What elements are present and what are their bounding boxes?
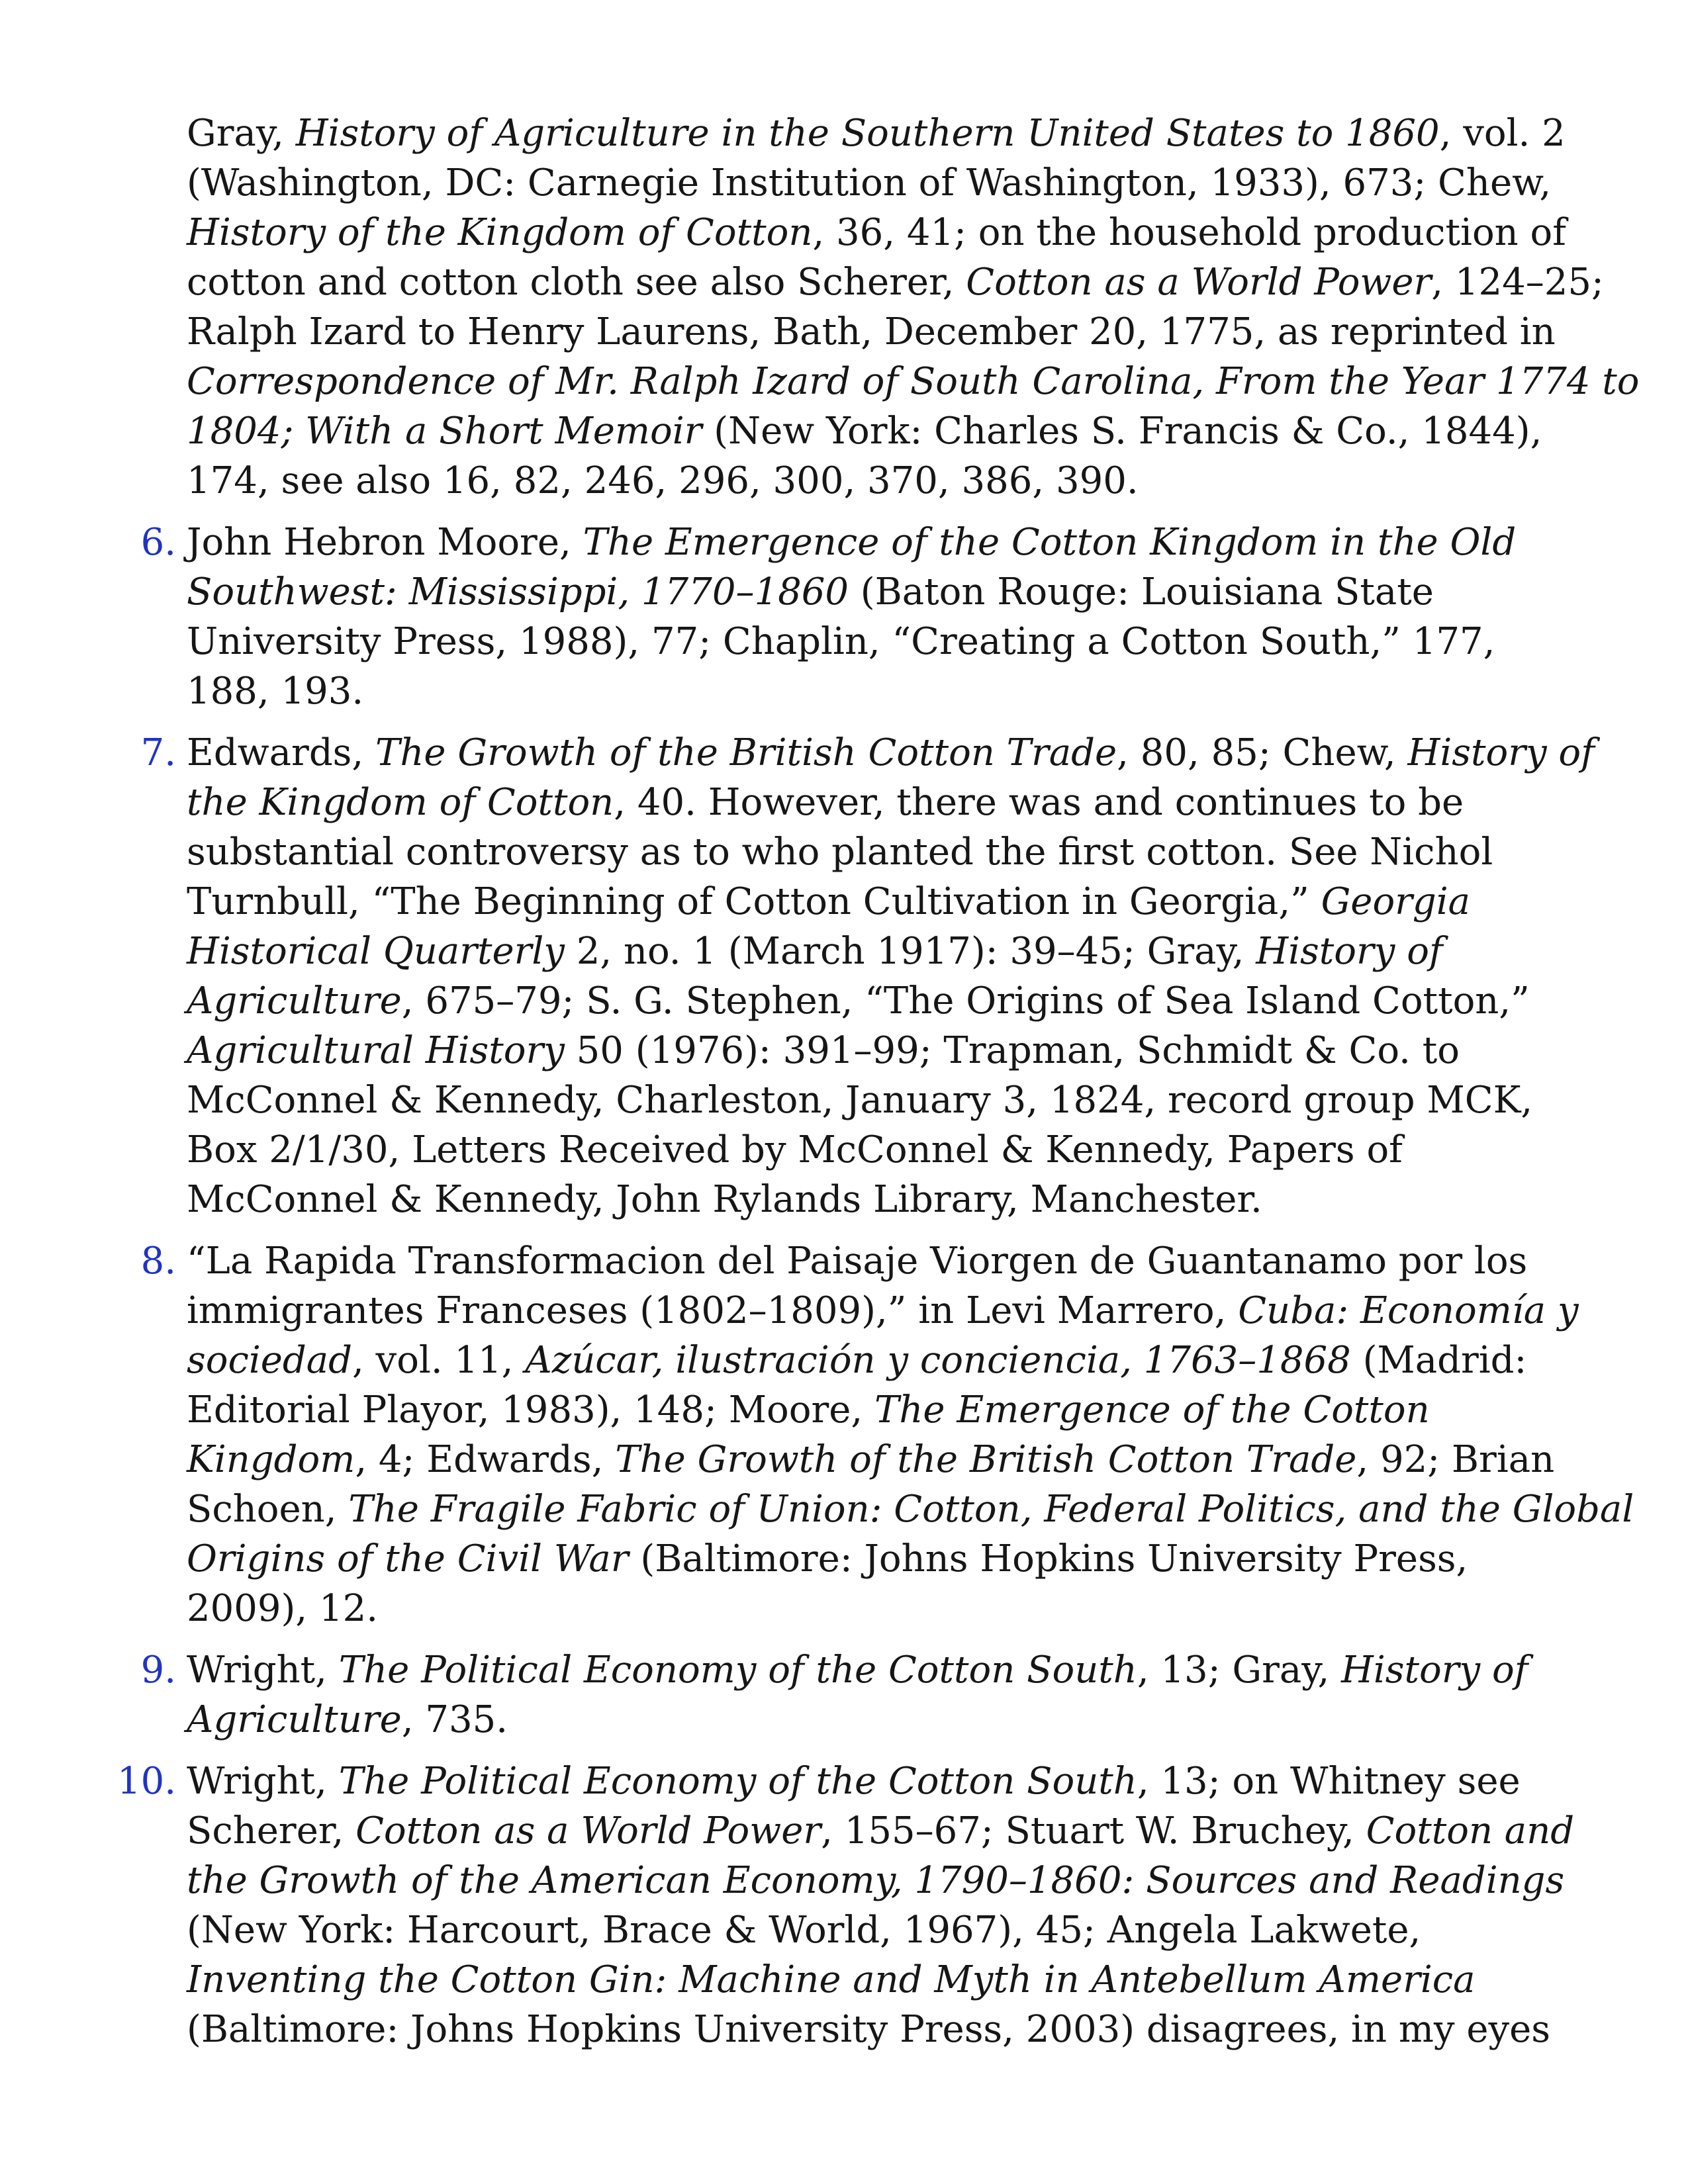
note-text-run: 50 (1976): 391–99; Trapman, Schmidt & Co. to	[564, 1029, 1460, 1072]
endnote-6-number-link[interactable]: 6.	[140, 521, 176, 564]
italic-title-text: History of	[1341, 1649, 1528, 1692]
note-line	[187, 1856, 1569, 1905]
note-text-run: (Baltimore: Johns Hopkins University Press,	[628, 1537, 1468, 1580]
italic-title-text: Origins of the Civil War	[187, 1537, 629, 1580]
endnote-7	[140, 728, 1595, 1224]
note-line	[187, 1075, 1569, 1125]
continued-note	[187, 109, 1640, 506]
note-text-run: , 13; Gray,	[1137, 1649, 1342, 1692]
note-line	[187, 1286, 1579, 1336]
note-text-run: , vol. 2	[1439, 112, 1566, 155]
note-line	[187, 307, 1569, 357]
note-text-run: cotton and cotton cloth see also Scherer,	[187, 261, 966, 304]
italic-title-text: History of	[1256, 930, 1443, 973]
italic-title-text: Inventing the Cotton Gin: Machine and Myth in Antebellum America	[187, 1958, 1476, 2001]
italic-title-text: Cotton as a World Power	[355, 1809, 821, 1852]
endnote-8-number-link[interactable]: 8.	[140, 1240, 176, 1283]
note-line	[187, 456, 1569, 506]
note-text-run: Wright,	[187, 1760, 339, 1803]
italic-title-text: Cotton and	[1366, 1809, 1575, 1852]
endnote-6	[140, 518, 1569, 716]
note-text-run: Box 2/1/30, Letters Received by McConnel & Kennedy, Papers of	[187, 1128, 1403, 1171]
italic-title-text: the Growth of the American Economy, 1790–1860: Sources and Readings	[187, 1859, 1565, 1902]
italic-title-text: Agriculture	[187, 979, 402, 1023]
note-line	[187, 1336, 1569, 1385]
note-text-run: , 124–25;	[1431, 261, 1604, 304]
note-line	[187, 1484, 1634, 1534]
note-text-run: 2, no. 1 (March 1917): 39–45; Gray,	[564, 930, 1256, 973]
note-text-run: Editorial Playor, 1983), 148; Moore,	[187, 1388, 874, 1432]
note-text-run: Schoen,	[187, 1488, 349, 1531]
note-text-run: “La Rapida Transformacion del Paisaje Viorgen de Guantanamo por los	[187, 1240, 1528, 1283]
note-line	[187, 1125, 1569, 1175]
note-line	[187, 109, 1569, 158]
note-text-run: Scherer,	[187, 1809, 356, 1852]
note-line	[187, 2005, 1569, 2054]
note-text-run: McConnel & Kennedy, Charleston, January 3, 1824, record group MCK,	[187, 1079, 1533, 1122]
note-text-run: 2009), 12.	[187, 1587, 379, 1630]
italic-title-text: Azúcar, ilustración y conciencia, 1763–1868	[525, 1339, 1351, 1382]
note-line	[187, 1806, 1575, 1856]
endnote-9	[140, 1645, 1569, 1745]
note-line	[187, 518, 1569, 567]
note-line	[187, 1236, 1569, 1286]
note-text-run: immigrantes Franceses (1802–1809),” in Levi Marrero,	[187, 1289, 1239, 1332]
note-text-run: , 735.	[401, 1698, 508, 1741]
note-text-run: (New York: Harcourt, Brace & World, 1967), 45; Angela Lakwete,	[187, 1909, 1421, 1952]
italic-title-text: Cotton as a World Power	[966, 261, 1432, 304]
italic-title-text: sociedad	[187, 1339, 352, 1382]
note-line	[187, 1955, 1569, 2005]
endnote-8-text	[187, 1236, 1634, 1633]
note-line	[187, 406, 1569, 456]
note-text-run: McConnel & Kennedy, John Rylands Library, Manchester.	[187, 1178, 1262, 1221]
italic-title-text: Agricultural History	[187, 1029, 565, 1072]
italic-title-text: Agriculture	[187, 1698, 402, 1741]
note-line	[187, 877, 1569, 927]
italic-title-text: the Kingdom of Cotton	[187, 781, 614, 824]
note-text-run: University Press, 1988), 77; Chaplin, “Creating a Cotton South,” 177,	[187, 620, 1495, 663]
italic-title-text: Cuba: Economía y	[1238, 1289, 1579, 1332]
note-text-run: , 80, 85; Chew,	[1117, 731, 1408, 774]
note-text-run: (Washington, DC: Carnegie Institution of Washington, 1933), 673; Chew,	[187, 161, 1552, 205]
note-line	[187, 976, 1569, 1026]
endnotes-list	[117, 109, 1640, 2054]
note-text-run: , 13; on Whitney see	[1137, 1760, 1521, 1803]
italic-title-text: History of Agriculture in the Southern United States to 1860	[295, 112, 1440, 155]
italic-title-text: The Political Economy of the Cotton South	[338, 1649, 1137, 1692]
note-line	[187, 1905, 1569, 1955]
endnote-9-text	[187, 1645, 1569, 1745]
endnote-8	[140, 1236, 1634, 1633]
note-text-run: , 36, 41; on the household production of	[812, 211, 1566, 254]
note-text-run: Edwards,	[187, 731, 376, 774]
note-line	[187, 728, 1595, 778]
note-text-run: substantial controversy as to who planted the first cotton. See Nichol	[187, 831, 1493, 874]
italic-title-text: The Growth of the British Cotton Trade	[375, 731, 1117, 774]
note-text-run: (New York: Charles S. Francis & Co., 1844),	[702, 410, 1542, 453]
note-line	[187, 1645, 1569, 1695]
endnote-10-number-link[interactable]: 10.	[117, 1760, 176, 1803]
italic-title-text: The Emergence of the Cotton	[874, 1388, 1430, 1432]
italic-title-text: Correspondence of Mr. Ralph Izard of South Carolina, From the Year 1774 to	[187, 360, 1640, 403]
continued-note-text	[187, 109, 1640, 506]
note-text-run: , 675–79; S. G. Stephen, “The Origins of Sea Island Cotton,”	[401, 979, 1530, 1023]
endnote-7-number-link[interactable]: 7.	[140, 731, 176, 774]
italic-title-text: 1804; With a Short Memoir	[187, 410, 702, 453]
note-text-run: 174, see also 16, 82, 246, 296, 300, 370, 386, 390.	[187, 459, 1139, 502]
italic-title-text: Southwest: Mississippi, 1770–1860	[187, 570, 849, 614]
note-text-run: , vol. 11,	[352, 1339, 526, 1382]
note-line	[187, 827, 1569, 877]
note-text-run: , 155–67; Stuart W. Bruchey,	[821, 1809, 1366, 1852]
note-line	[187, 357, 1640, 406]
endnote-6-text	[187, 518, 1569, 716]
note-line	[187, 158, 1569, 208]
italic-title-text: The Emergence of the Cotton Kingdom in the Old	[583, 521, 1517, 564]
note-line	[187, 1695, 1569, 1745]
note-text-run: (Baltimore: Johns Hopkins University Press, 2003) disagrees, in my eyes	[187, 2008, 1551, 2051]
italic-title-text: History of	[1407, 731, 1595, 774]
note-line	[187, 666, 1569, 716]
note-line	[187, 927, 1569, 976]
note-line	[187, 567, 1569, 617]
note-line	[187, 778, 1569, 827]
endnote-10	[117, 1756, 1575, 2054]
note-line	[187, 1385, 1569, 1435]
note-line	[187, 1435, 1569, 1484]
note-text-run: (Madrid:	[1350, 1339, 1527, 1382]
note-line	[187, 617, 1569, 666]
note-line	[187, 1756, 1569, 1806]
note-line	[187, 1534, 1569, 1584]
note-text-run: 188, 193.	[187, 670, 364, 713]
note-text-run: Gray,	[187, 112, 296, 155]
italic-title-text: The Fragile Fabric of Union: Cotton, Federal Politics, and the Global	[348, 1488, 1634, 1531]
note-text-run: Turnbull, “The Beginning of Cotton Cultivation in Georgia,”	[187, 880, 1321, 923]
endnote-7-text	[187, 728, 1595, 1224]
endnote-10-text	[187, 1756, 1575, 2054]
endnote-9-number-link[interactable]: 9.	[140, 1649, 176, 1692]
note-text-run: , 4; Edwards,	[355, 1438, 616, 1481]
note-text-run: Wright,	[187, 1649, 339, 1692]
note-line	[187, 1175, 1569, 1224]
note-text-run: (Baton Rouge: Louisiana State	[848, 570, 1434, 614]
italic-title-text: The Growth of the British Cotton Trade	[615, 1438, 1357, 1481]
note-line	[187, 1584, 1569, 1633]
note-text-run: , 40. However, there was and continues to be	[614, 781, 1464, 824]
note-line	[187, 208, 1569, 257]
italic-title-text: History of the Kingdom of Cotton	[187, 211, 813, 254]
italic-title-text: Historical Quarterly	[187, 930, 565, 973]
note-text-run: , 92; Brian	[1356, 1438, 1555, 1481]
note-text-run: Ralph Izard to Henry Laurens, Bath, December 20, 1775, as reprinted in	[187, 310, 1556, 353]
italic-title-text: The Political Economy of the Cotton South	[338, 1760, 1137, 1803]
note-line	[187, 1026, 1569, 1075]
italic-title-text: Kingdom	[187, 1438, 355, 1481]
note-text-run: John Hebron Moore,	[187, 521, 583, 564]
note-line	[187, 257, 1604, 307]
italic-title-text: Georgia	[1321, 880, 1471, 923]
